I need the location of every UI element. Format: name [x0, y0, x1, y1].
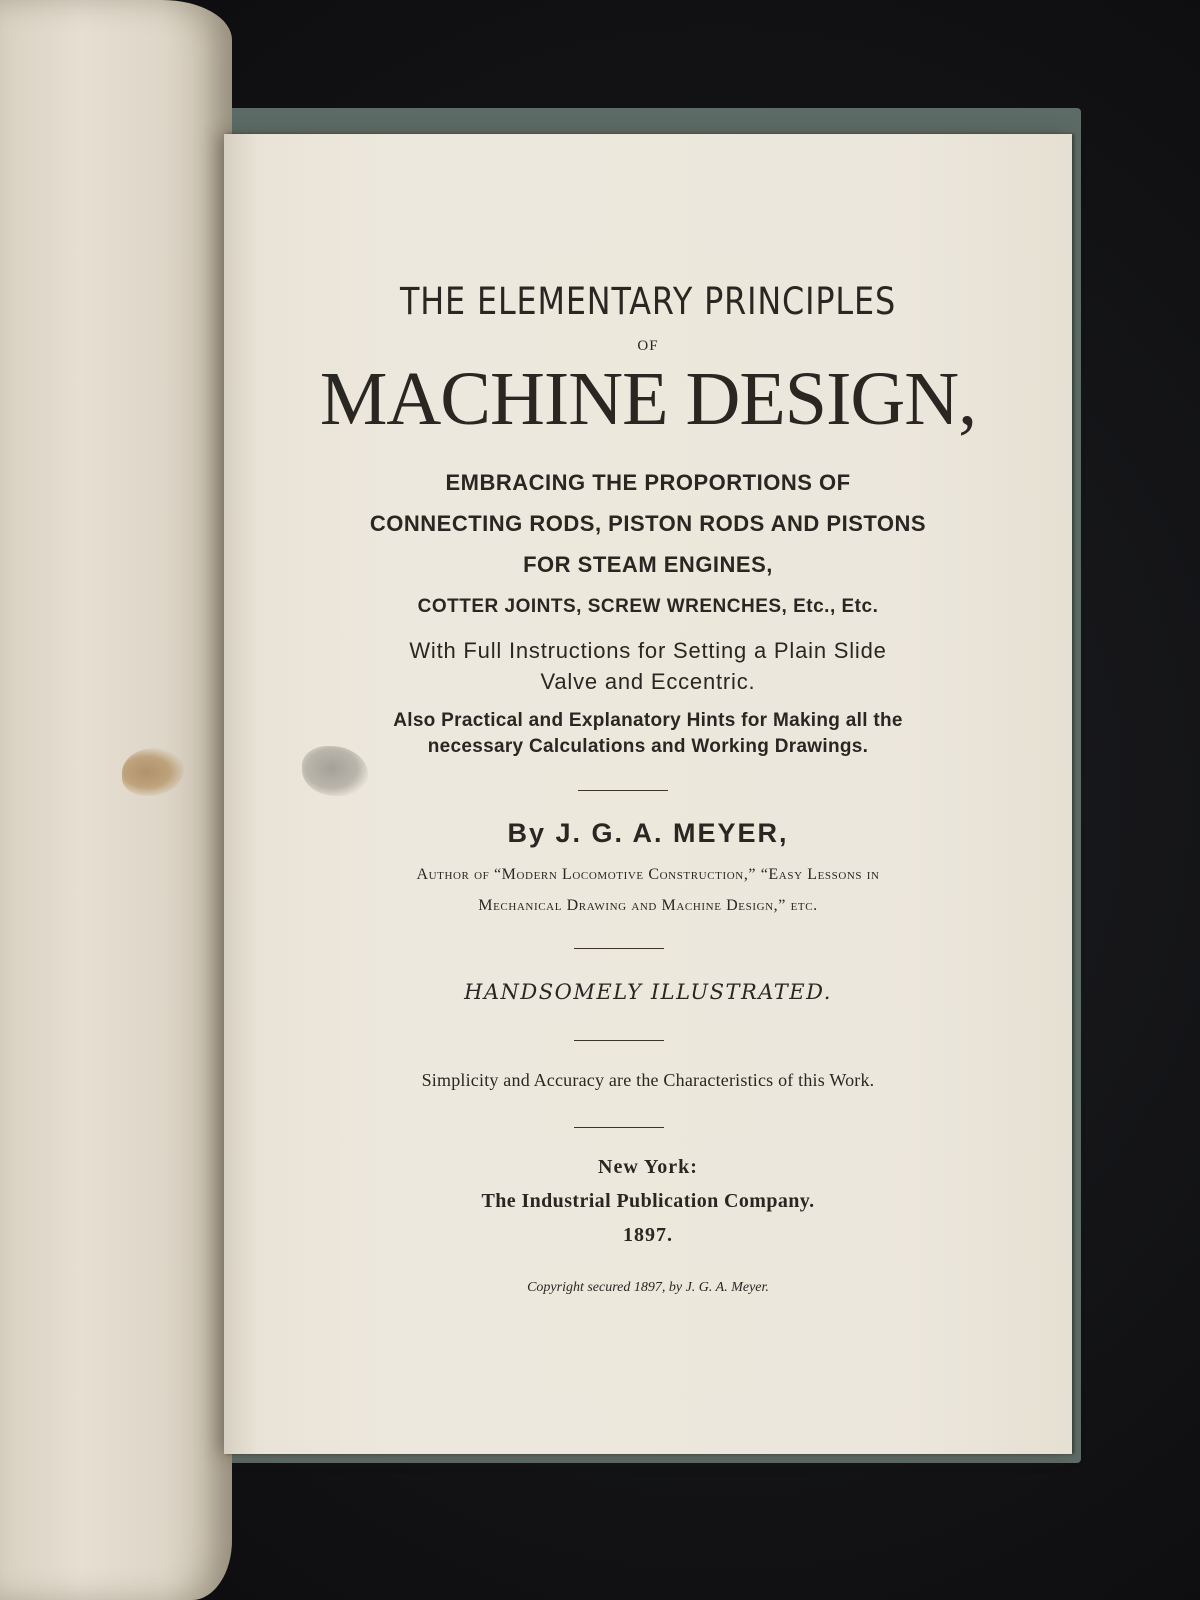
left-page-stain — [122, 748, 184, 796]
heading-of: OF — [637, 338, 659, 354]
instructions-line-2: Valve and Eccentric. — [540, 669, 756, 694]
divider-rule-2 — [574, 948, 664, 949]
subtitle-line-2: CONNECTING RODS, PISTON RODS AND PISTONS — [369, 511, 927, 536]
heading-top: THE ELEMENTARY PRINCIPLES — [399, 280, 897, 323]
divider-rule-1 — [578, 790, 668, 791]
imprint-year: 1897. — [623, 1224, 673, 1246]
subtitle-line-1: EMBRACING THE PROPORTIONS OF — [445, 470, 851, 495]
copyright-line: Copyright secured 1897, by J. G. A. Meyer. — [527, 1280, 769, 1295]
subtitle-line-4: COTTER JOINTS, SCREW WRENCHES, Etc., Etc. — [417, 596, 879, 617]
hints-line-1: Also Practical and Explanatory Hints for Making all the — [393, 710, 903, 731]
author-line: By J. G. A. MEYER, — [507, 818, 789, 848]
imprint-city: New York: — [598, 1156, 698, 1178]
main-title: MACHINE DESIGN, — [319, 357, 977, 441]
hints-line-2: necessary Calculations and Working Drawings. — [427, 736, 869, 757]
left-page — [0, 0, 232, 1600]
author-works-line-1: Author of “Modern Locomotive Construction,” “Easy Lessons in — [416, 866, 880, 883]
subtitle-line-3: FOR STEAM ENGINES, — [523, 552, 773, 577]
author-works-line-2: Mechanical Drawing and Machine Design,” etc. — [478, 897, 818, 914]
title-page — [224, 134, 1072, 1454]
motto-line: Simplicity and Accuracy are the Characteristics of this Work. — [421, 1070, 875, 1090]
imprint-publisher: The Industrial Publication Company. — [481, 1190, 815, 1212]
divider-rule-3 — [574, 1040, 664, 1041]
divider-rule-4 — [574, 1127, 664, 1128]
instructions-line-1: With Full Instructions for Setting a Plain Slide — [409, 638, 887, 663]
illustrated-line: HANDSOMELY ILLUSTRATED. — [464, 980, 832, 1004]
